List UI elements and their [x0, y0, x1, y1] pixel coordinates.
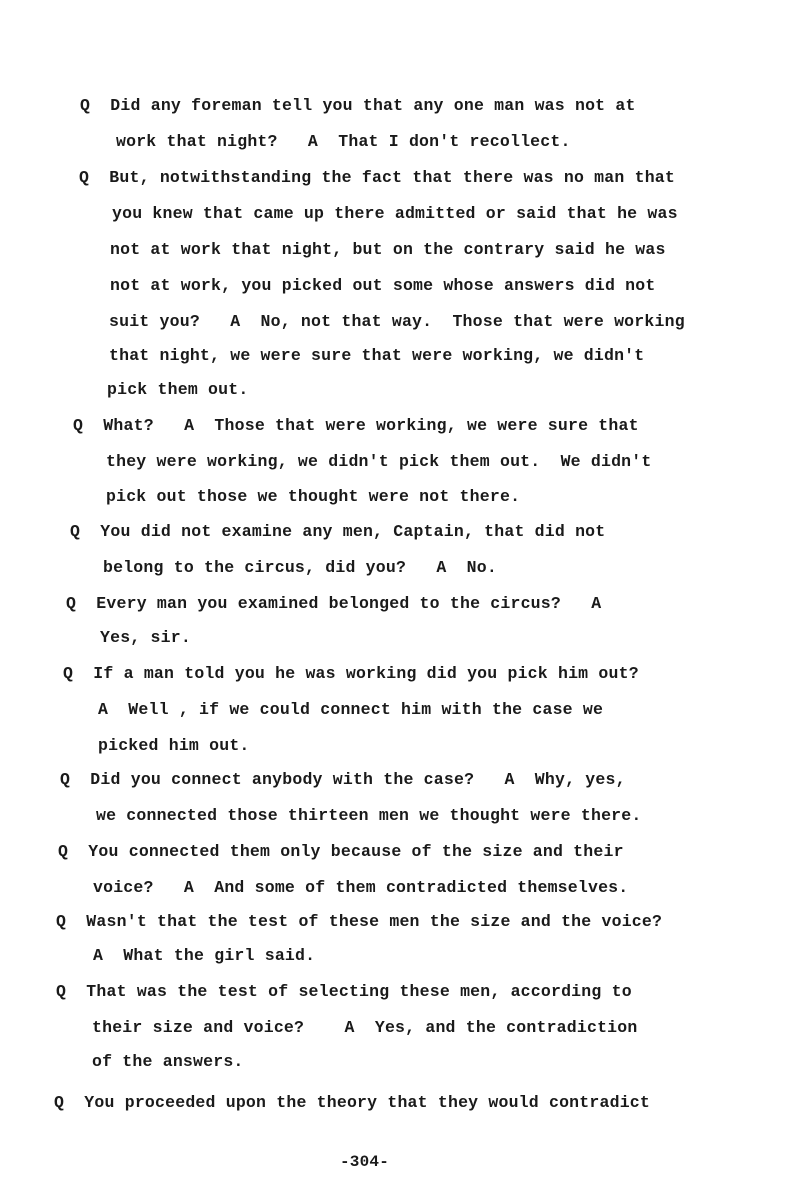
transcript-line: they were working, we didn't pick them out. We didn't [106, 452, 652, 471]
transcript-line: Q Did any foreman tell you that any one man was not at [80, 96, 636, 115]
transcript-line: Q What? A Those that were working, we were sure that [73, 416, 639, 435]
transcript-line: Q You did not examine any men, Captain, that did not [70, 522, 606, 541]
transcript-line: their size and voice? A Yes, and the contradiction [92, 1018, 638, 1037]
transcript-line: voice? A And some of them contradicted themselves. [93, 878, 629, 897]
transcript-line: picked him out. [98, 736, 250, 755]
transcript-line: Yes, sir. [100, 628, 191, 647]
transcript-line: Q That was the test of selecting these men, according to [56, 982, 632, 1001]
transcript-line: Q If a man told you he was working did you pick him out? [63, 664, 639, 683]
transcript-line: work that night? A That I don't recollect. [116, 132, 571, 151]
transcript-line: A Well , if we could connect him with the case we [98, 700, 604, 719]
page-number: -304- [340, 1153, 390, 1171]
transcript-line: of the answers. [92, 1052, 244, 1071]
transcript-line: suit you? A No, not that way. Those that were working [109, 312, 685, 331]
transcript-line: you knew that came up there admitted or said that he was [112, 204, 678, 223]
transcript-line: belong to the circus, did you? A No. [103, 558, 497, 577]
transcript-line: Q Every man you examined belonged to the circus? A [66, 594, 602, 613]
transcript-line: not at work, you picked out some whose answers did not [110, 276, 656, 295]
transcript-line: not at work that night, but on the contrary said he was [110, 240, 666, 259]
transcript-line: we connected those thirteen men we thought were there. [96, 806, 642, 825]
transcript-line: Q Wasn't that the test of these men the size and the voice? [56, 912, 663, 931]
transcript-line: Q Did you connect anybody with the case? A Why, yes, [60, 770, 626, 789]
transcript-line: Q You proceeded upon the theory that they would contradict [54, 1093, 650, 1112]
transcript-line: A What the girl said. [93, 946, 316, 965]
transcript-line: pick out those we thought were not there. [106, 487, 521, 506]
transcript-line: Q You connected them only because of the size and their [58, 842, 624, 861]
transcript-line: that night, we were sure that were working, we didn't [109, 346, 645, 365]
transcript-line: Q But, notwithstanding the fact that there was no man that [79, 168, 675, 187]
transcript-line: pick them out. [107, 380, 249, 399]
